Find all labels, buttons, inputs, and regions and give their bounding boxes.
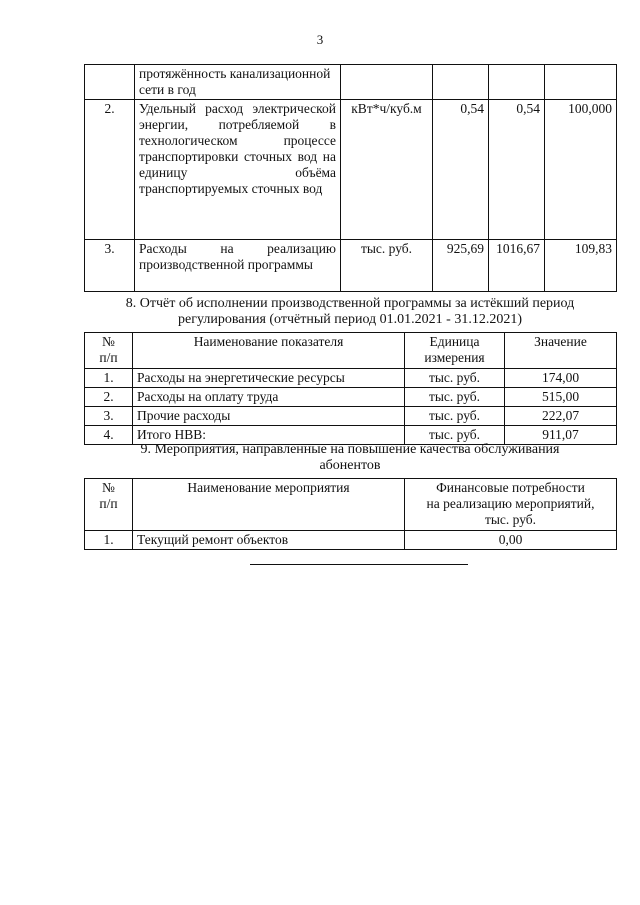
row-number: 3. <box>85 407 133 426</box>
value-cell <box>545 65 617 100</box>
value-cell: 0,54 <box>489 100 545 240</box>
section8-title-line: регулирования (отчётный период 01.01.2021 - 31.12.2021) <box>178 312 522 327</box>
table-header-row <box>85 479 617 531</box>
value-cell: 174,00 <box>505 369 617 388</box>
unit-cell: тыс. руб. <box>405 407 505 426</box>
value-cell: 0,54 <box>433 100 489 240</box>
table-row <box>85 369 617 388</box>
value-cell: 925,69 <box>433 240 489 292</box>
report-table <box>84 332 617 445</box>
value-cell: 100,000 <box>545 100 617 240</box>
header-finance-line: Финансовые потребности <box>436 480 585 495</box>
header-finance-line: на реализацию мероприятий, <box>426 496 595 511</box>
end-divider <box>250 564 468 565</box>
production-program-table <box>84 64 617 292</box>
value-cell <box>489 65 545 100</box>
indicator-name: Прочие расходы <box>133 407 405 426</box>
value-cell <box>433 65 489 100</box>
row-number: 1. <box>85 531 133 550</box>
table-row <box>85 388 617 407</box>
row-number <box>85 65 135 100</box>
header-name: Наименование мероприятия <box>133 479 405 531</box>
unit-cell: тыс. руб. <box>405 388 505 407</box>
indicator-name: Удельный расход электрической энергии, потребляемой в технологическом процессе транспортировки сточных вод на единицу объёма транспортируемых сточных вод <box>135 100 341 240</box>
value-cell: 515,00 <box>505 388 617 407</box>
measure-name: Текущий ремонт объектов <box>133 531 405 550</box>
table-row <box>85 531 617 550</box>
header-name: Наименование показателя <box>133 333 405 369</box>
value-cell: 911,07 <box>505 426 617 445</box>
unit-cell: тыс. руб. <box>341 240 433 292</box>
indicator-name: Расходы на оплату труда <box>133 388 405 407</box>
value-cell: 0,00 <box>405 531 617 550</box>
row-number: 1. <box>85 369 133 388</box>
header-finance <box>405 479 617 531</box>
table-row <box>85 65 617 100</box>
header-unit-line: Единица <box>429 334 480 349</box>
table-row <box>85 240 617 292</box>
unit-cell: тыс. руб. <box>405 426 505 445</box>
value-cell: 109,83 <box>545 240 617 292</box>
header-num-line: № <box>102 480 115 495</box>
indicator-name: Расходы на реализацию производственной программы <box>135 240 341 292</box>
section8-title <box>84 296 616 328</box>
table-header-row <box>85 333 617 369</box>
value-cell: 222,07 <box>505 407 617 426</box>
unit-cell <box>341 65 433 100</box>
section9-title-line: 9. Мероприятия, направленные на повышение качества обслуживания <box>140 442 560 457</box>
row-number: 2. <box>85 100 135 240</box>
table-row <box>85 407 617 426</box>
row-number: 3. <box>85 240 135 292</box>
unit-cell: тыс. руб. <box>405 369 505 388</box>
header-num-line: № <box>102 334 115 349</box>
header-unit <box>405 333 505 369</box>
section9-title <box>84 442 616 474</box>
indicator-name: протяжённость канализационной сети в год <box>135 65 341 100</box>
row-number: 2. <box>85 388 133 407</box>
section8-title-line: 8. Отчёт об исполнении производственной программы за истёкший период <box>125 296 575 311</box>
unit-cell: кВт*ч/куб.м <box>341 100 433 240</box>
header-num <box>85 333 133 369</box>
header-finance-line: тыс. руб. <box>484 512 537 527</box>
indicator-name: Итого НВВ: <box>133 426 405 445</box>
value-cell: 1016,67 <box>489 240 545 292</box>
table-row <box>85 100 617 240</box>
indicator-name: Расходы на энергетические ресурсы <box>133 369 405 388</box>
header-num-line: п/п <box>99 350 118 365</box>
header-unit-line: измерения <box>424 350 485 365</box>
page-number: 3 <box>316 32 324 47</box>
header-num-line: п/п <box>99 496 118 511</box>
measures-table <box>84 478 617 550</box>
header-value: Значение <box>505 333 617 369</box>
row-number: 4. <box>85 426 133 445</box>
section9-title-line: абонентов <box>319 458 381 473</box>
header-num <box>85 479 133 531</box>
